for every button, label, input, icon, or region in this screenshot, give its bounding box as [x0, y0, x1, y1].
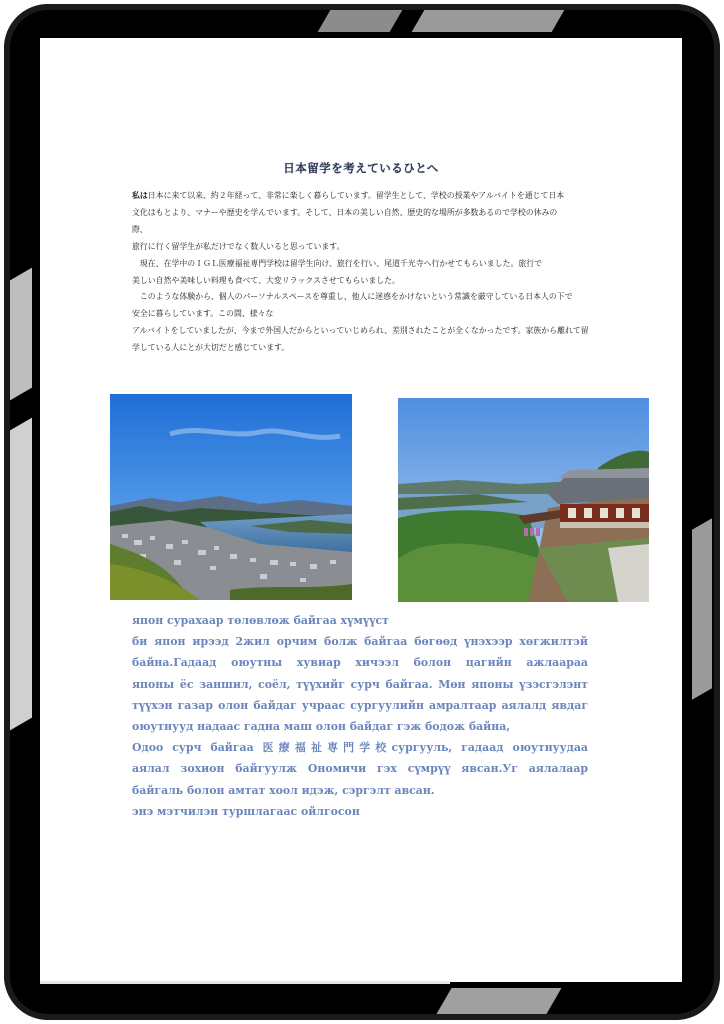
japanese-line: [132, 188, 592, 205]
japanese-line: [132, 239, 592, 256]
japanese-line: [132, 306, 592, 323]
line-text: 安全に暮らしています。この間、様々な: [132, 309, 274, 319]
mongolian-line: энэ мэтчилэн туршлагаас ойлгосон: [132, 804, 360, 818]
document-page: [40, 38, 682, 982]
line-text: このような体験から、個人のパーソナルスペースを尊重し、他人に迷惑をかけないという常識を厳守している日本人の下で: [132, 292, 573, 302]
japanese-line: [132, 205, 592, 222]
japanese-line: [132, 222, 592, 239]
line-text: 日本に来て以来、約２年経って、非常に楽しく暮らしています。留学生として、学校の授業やアルバイトを通じて日本: [147, 191, 565, 200]
mongolian-line: байгаль болон амтат хоол идэж, сэргэлт авсан.: [132, 783, 435, 797]
page-edge-shadow: [40, 981, 450, 984]
mongolian-line: оюутнууд надаас гадна маш олон байдаг гэж бодож байна,: [132, 719, 511, 733]
line-text: 現在、在学中のＩＧＬ医療福祉専門学校は留学生向け、旅行を行い、尾道千光寺へ行かせてもらいました。旅行で: [132, 258, 543, 268]
mongolian-line: байна.Гадаад оюутны хувиар хичээл болон цагийн ажлаараа: [132, 656, 588, 670]
mongolian-line: би япон ирээд 2жил орчим болж байгаа бөгөөд үнэхээр хөгжилтэй: [132, 635, 588, 649]
line-text: 学している人にとが大切だと感じています。: [132, 343, 290, 353]
line-text: 美しい自然や美味しい料理も食べて、大変リラックスさせてもらいました。: [132, 275, 400, 285]
japanese-line: [132, 340, 592, 357]
mongolian-line: аялал зохион байгуулж Ономичи гэх сүмрүү явсан.Уг аялалаар: [132, 762, 588, 776]
japanese-paragraph: [132, 188, 592, 357]
japanese-line: [132, 256, 592, 273]
line-text: 旅行に行く留学生が私だけでなく数人いると思っています。: [132, 241, 345, 251]
mongolian-paragraph: [132, 610, 588, 822]
city-harbor-view-photo: [110, 394, 352, 600]
mongolian-line: Одоо сурч байгаа 医療福祉専門学校сургууль, гадаад оюутнуудаа: [132, 741, 588, 755]
mongolian-line: японы ёс заншил, соёл, түүхийг сурч байгаа. Мөн японы үзэсгэлэнт: [132, 677, 588, 691]
line-text: 文化はもとより、マナーや歴史を学んでいます。そして、日本の美しい自然、歴史的な場所が多数あるので学校の休みの: [132, 207, 558, 217]
japanese-line: [132, 289, 592, 306]
japanese-line: [132, 323, 592, 340]
mongolian-line: япон сурахаар төлөвлөж байгаа хүмүүст: [132, 614, 389, 627]
document-title: 日本留学を考えているひとへ: [283, 161, 439, 175]
line-text: 際、: [132, 224, 148, 234]
mongolian-line: түүхэн газар олон байдаг учраас сургуулийн амралтаар аялалд явдаг: [132, 698, 588, 712]
bold-lead-text: 私は: [132, 191, 148, 200]
japanese-line: [132, 273, 592, 290]
line-text: アルバイトをしていましたが、今まで外国人だからといっていじめられ、差別されたことが全くなかったです。家族から離れて留: [132, 326, 589, 336]
temple-overlooking-sea-photo: [398, 398, 649, 602]
